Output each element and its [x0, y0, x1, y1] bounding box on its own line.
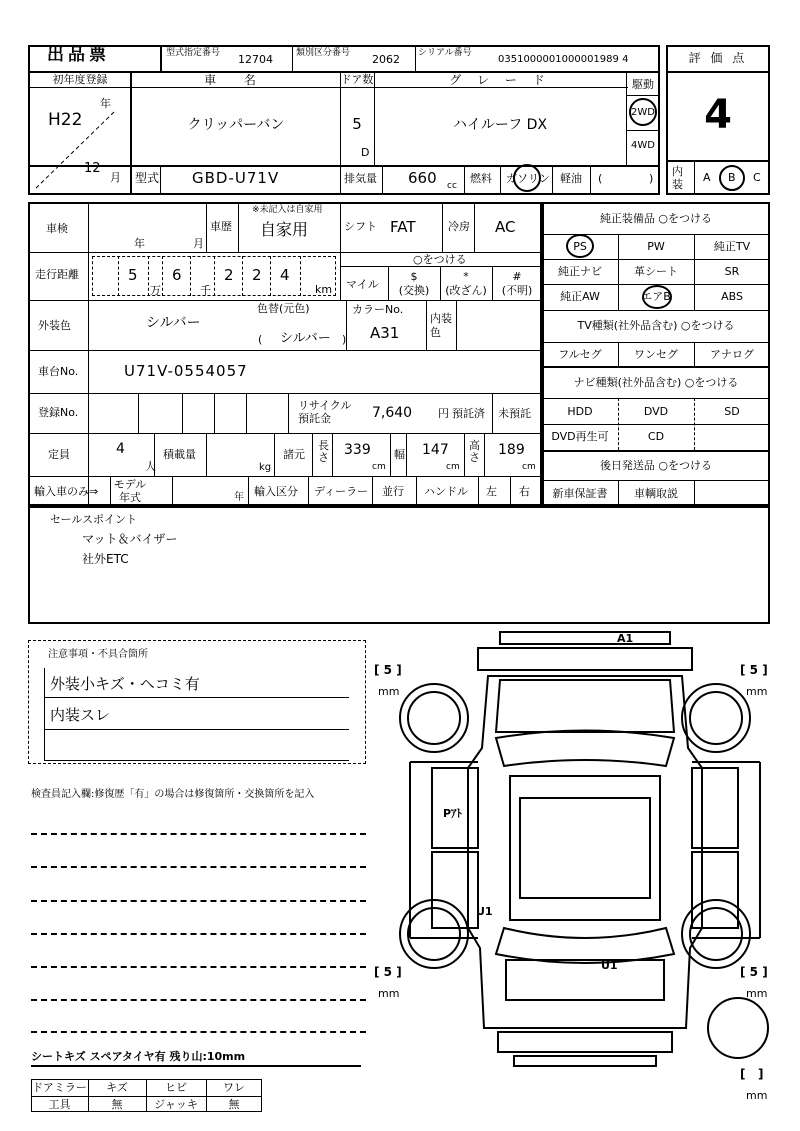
- interior-color-label: 内装色: [430, 312, 452, 339]
- mirror-break: ワレ: [223, 1081, 245, 1094]
- later-title: 後日発送品 ○をつける: [599, 459, 713, 472]
- mileage-digit-5: 4: [280, 266, 290, 284]
- oem-sr: SR: [724, 265, 740, 278]
- fuel-value: ガソリン: [506, 172, 550, 185]
- model-year-label: モデル年式: [113, 478, 147, 504]
- tread-fl-value: 5: [383, 663, 393, 677]
- oem-ps: PS: [573, 240, 587, 253]
- displacement-value: 660: [408, 169, 437, 187]
- mark-a1: A1: [617, 632, 634, 645]
- orig-paren-open: (: [258, 333, 263, 346]
- unknown-label: (不明): [501, 284, 533, 297]
- shift-value: FAT: [390, 218, 416, 236]
- drive-2wd-circle: [629, 98, 657, 126]
- history-value: 自家用: [260, 220, 309, 239]
- unknown-symbol: #: [512, 270, 522, 283]
- oem-ps-circle: [566, 234, 594, 258]
- length-label: 長さ: [318, 439, 329, 464]
- orig-color-value: シルバー: [280, 331, 331, 346]
- tire-rear-right: [682, 900, 750, 968]
- windshield: [496, 731, 674, 767]
- tread-rr-unit: mm: [746, 987, 768, 1000]
- mirror-label: ドアミラー: [32, 1081, 87, 1094]
- front-grille: [478, 648, 692, 670]
- fuel-label: 燃料: [470, 172, 492, 185]
- length-unit: cm: [372, 462, 386, 472]
- interior-a: A: [703, 171, 711, 184]
- import-cat-label: 輸入区分: [254, 485, 298, 498]
- tread-spare-bracket: [ ]: [740, 1067, 764, 1081]
- score-value: 4: [704, 92, 732, 138]
- import-label: 輸入車のみ⇒: [34, 485, 99, 498]
- capacity-value: 4: [116, 441, 125, 457]
- type-label: 型式: [135, 171, 160, 185]
- load-label: 積載量: [163, 448, 196, 461]
- mileage-digit-2: 6: [172, 266, 182, 284]
- recycle-value: 7,640: [372, 405, 413, 421]
- tamper-symbol: *: [463, 270, 469, 283]
- right-option: 右: [519, 485, 530, 498]
- parallel-option: 並行: [382, 485, 404, 498]
- mileage-label: 走行距離: [35, 268, 79, 281]
- load-unit: kg: [259, 462, 272, 473]
- car-name-label: 車 名: [204, 73, 268, 87]
- rear-step: [514, 1056, 656, 1066]
- tread-rl-unit: mm: [378, 987, 400, 1000]
- handle-label: ハンドル: [424, 485, 468, 498]
- category-label: 類別区分番号: [296, 48, 351, 58]
- roof-inner: [520, 798, 650, 898]
- shaken-year-unit: 年: [134, 237, 145, 250]
- navi-hdd: HDD: [567, 405, 593, 418]
- dealer-option: ディーラー: [314, 485, 369, 498]
- tread-fl-bracket: [ 5 ]: [374, 663, 402, 677]
- oem-pw: PW: [647, 240, 665, 253]
- model-cert-value: 12704: [238, 53, 273, 66]
- displacement-unit: cc: [447, 181, 457, 191]
- mileage-km-unit: km: [315, 283, 333, 296]
- drive-label: 駆動: [632, 78, 654, 91]
- oem-leather: 革シート: [634, 265, 678, 278]
- mileage-sen-unit: 千: [200, 284, 211, 297]
- oem-title: 純正装備品 ○をつける: [599, 212, 713, 225]
- oem-airbag-circle: [642, 285, 672, 309]
- navi-cd: CD: [647, 430, 665, 443]
- oem-aw: 純正AW: [560, 290, 600, 303]
- recycle-label: リサイクル預託金: [298, 399, 352, 425]
- rear-bumper: [498, 1032, 672, 1052]
- tv-analog: アナログ: [710, 348, 754, 361]
- exchange-label: (交換): [398, 284, 430, 297]
- tv-title: TV種類(社外品含む) ○をつける: [577, 319, 735, 332]
- interior-b-circle: [719, 165, 745, 191]
- rear-gate: [506, 960, 664, 1000]
- sales-point-box: [28, 506, 770, 624]
- right-front-door: [692, 768, 738, 848]
- interior-c: C: [753, 171, 761, 184]
- tread-fr-value: 5: [749, 663, 759, 677]
- circle-note: ○をつける: [413, 253, 467, 266]
- month-value: 12: [84, 161, 101, 176]
- score-label: 評 価 点: [688, 51, 748, 65]
- color-label: 外装色: [38, 319, 71, 332]
- doors-label: ドア数: [340, 73, 374, 86]
- interior-b: B: [728, 171, 736, 184]
- serial-label: シリアル番号: [418, 48, 472, 58]
- jack-label: ジャッキ: [154, 1098, 198, 1111]
- right-rear-door: [692, 852, 738, 928]
- tread-fr-bracket: [ 5 ]: [740, 663, 768, 677]
- tread-rl-value: 5: [383, 965, 393, 979]
- recycle-deposited: 預託済: [452, 407, 485, 420]
- drive-4wd: 4WD: [631, 140, 655, 151]
- notes-label: 注意事項・不具合箇所: [48, 649, 148, 660]
- shaken-month-unit: 月: [193, 237, 204, 250]
- model-year-unit: 年: [234, 492, 244, 503]
- mileage-digit-1: 5: [128, 266, 138, 284]
- oem-abs: ABS: [721, 290, 743, 303]
- exchange-symbol: $: [410, 270, 418, 283]
- shaken-label: 車検: [46, 222, 68, 235]
- chassis-label: 車台No.: [38, 365, 79, 378]
- left-rear-door: [432, 852, 478, 928]
- tread-rr-bracket: [ 5 ]: [740, 965, 768, 979]
- sales-label: セールスポイント: [50, 513, 138, 526]
- mirror-scratch: キズ: [106, 1081, 128, 1094]
- mark-pato: Pｱﾄ: [443, 807, 463, 820]
- reg-label: 登録No.: [38, 406, 79, 419]
- tools-value: 無: [111, 1098, 123, 1111]
- mark-u1-rear: U1: [601, 959, 618, 972]
- shift-label: シフト: [344, 220, 377, 233]
- year-era: H22: [48, 110, 83, 130]
- mileage-man-unit: 万: [150, 284, 161, 297]
- displacement-label: 排気量: [344, 172, 377, 185]
- year-diagonal: [32, 110, 116, 192]
- height-label: 高さ: [469, 439, 480, 464]
- length-value: 339: [344, 442, 371, 458]
- width-value: 147: [422, 442, 449, 458]
- later-manual: 車輌取説: [634, 487, 678, 500]
- doors-suffix: D: [361, 146, 370, 159]
- model-cert-label: 型式指定番号: [166, 48, 221, 58]
- hood: [496, 680, 674, 732]
- notes-line-1: 外装小キズ・ヘコミ有: [50, 675, 200, 693]
- tire-front-right: [682, 684, 750, 752]
- car-diagram: [370, 628, 790, 1068]
- category-value: 2062: [372, 53, 400, 66]
- spare-tire: [708, 998, 768, 1058]
- dims-label: 諸元: [283, 448, 305, 461]
- diesel-paren-close: ): [649, 172, 654, 185]
- first-reg-label: 初年度登録: [52, 73, 108, 86]
- history-note: ※未記入は自家用: [252, 205, 323, 215]
- car-name-value: クリッパーバン: [187, 117, 285, 133]
- height-unit: cm: [522, 462, 536, 472]
- tread-rl-bracket: [ 5 ]: [374, 965, 402, 979]
- color-no-label: カラーNo.: [352, 303, 404, 316]
- tools-label: 工具: [48, 1098, 71, 1111]
- tamper-label: (改ざん): [445, 284, 487, 297]
- color-no-value: A31: [370, 324, 400, 342]
- capacity-unit: 人: [145, 460, 156, 473]
- grade-value: ハイルーフ DX: [452, 117, 548, 133]
- navi-dvd-play: DVD再生可: [551, 430, 609, 443]
- rear-window: [496, 928, 674, 963]
- tire-front-left: [400, 684, 468, 752]
- aircon-label: 冷房: [448, 220, 470, 233]
- sales-line-1: マット＆バイザー: [82, 532, 178, 546]
- tv-fullseg: フルセグ: [558, 348, 602, 361]
- width-label: 幅: [394, 448, 405, 461]
- orig-paren-close: ): [342, 333, 347, 346]
- recycle-unit: 円: [438, 407, 449, 420]
- navi-dvd: DVD: [643, 405, 669, 418]
- mileage-digit-4: 2: [252, 266, 262, 284]
- left-option: 左: [486, 485, 497, 498]
- chassis-value: U71V-0554057: [124, 362, 248, 380]
- width-unit: cm: [446, 462, 460, 472]
- history-label: 車歴: [210, 220, 232, 233]
- mileage-digit-3: 2: [224, 266, 234, 284]
- jack-value: 無: [228, 1098, 240, 1111]
- navi-sd: SD: [724, 405, 740, 418]
- aircon-value: AC: [495, 218, 516, 236]
- inspector-label: 検査員記入欄:修復歴「有」の場合は修復箇所・交換箇所を記入: [31, 789, 315, 800]
- oem-navi: 純正ナビ: [558, 265, 602, 278]
- type-value: GBD-U71V: [192, 169, 280, 187]
- capacity-label: 定員: [48, 448, 70, 461]
- doors-value: 5: [352, 115, 362, 133]
- later-warranty: 新車保証書: [552, 487, 608, 500]
- serial-value: 0351000001000001989 4: [498, 54, 629, 65]
- tv-oneseg: ワンセグ: [634, 348, 678, 361]
- notes-line-2: 内装スレ: [50, 706, 111, 724]
- form-title: 出品票: [47, 45, 110, 65]
- tread-spare-unit: mm: [746, 1089, 768, 1102]
- body-outline: [468, 676, 702, 1028]
- diesel-label: 軽油: [560, 172, 582, 185]
- oem-tv: 純正TV: [713, 240, 751, 253]
- drive-2wd: 2WD: [631, 107, 655, 118]
- orig-color-label: 色替(元色): [257, 302, 310, 315]
- height-value: 189: [498, 442, 525, 458]
- sales-line-2: 社外ETC: [82, 552, 129, 566]
- fuel-circle: [513, 164, 541, 192]
- color-value: シルバー: [146, 315, 201, 331]
- mirror-crack: ヒビ: [165, 1081, 187, 1094]
- diesel-paren-open: (: [598, 172, 603, 185]
- navi-title: ナビ種類(社外品含む) ○をつける: [573, 376, 739, 389]
- mile-label: マイル: [346, 278, 379, 291]
- oem-airbag: エアB: [641, 290, 671, 303]
- year-unit: 年: [100, 97, 111, 110]
- grade-label: グ レ ー ド: [449, 73, 551, 87]
- month-unit: 月: [110, 171, 121, 184]
- mark-u1-left: U1: [476, 905, 493, 918]
- tread-fl-unit: mm: [378, 685, 400, 698]
- tread-fr-unit: mm: [746, 685, 768, 698]
- tire-line: シートキズ スペアタイヤ有 残り山:10mm: [31, 1050, 246, 1063]
- recycle-not: 未預託: [498, 407, 531, 420]
- interior-label: 内装: [672, 165, 683, 191]
- tread-rr-value: 5: [749, 965, 759, 979]
- front-bumper: [500, 632, 670, 644]
